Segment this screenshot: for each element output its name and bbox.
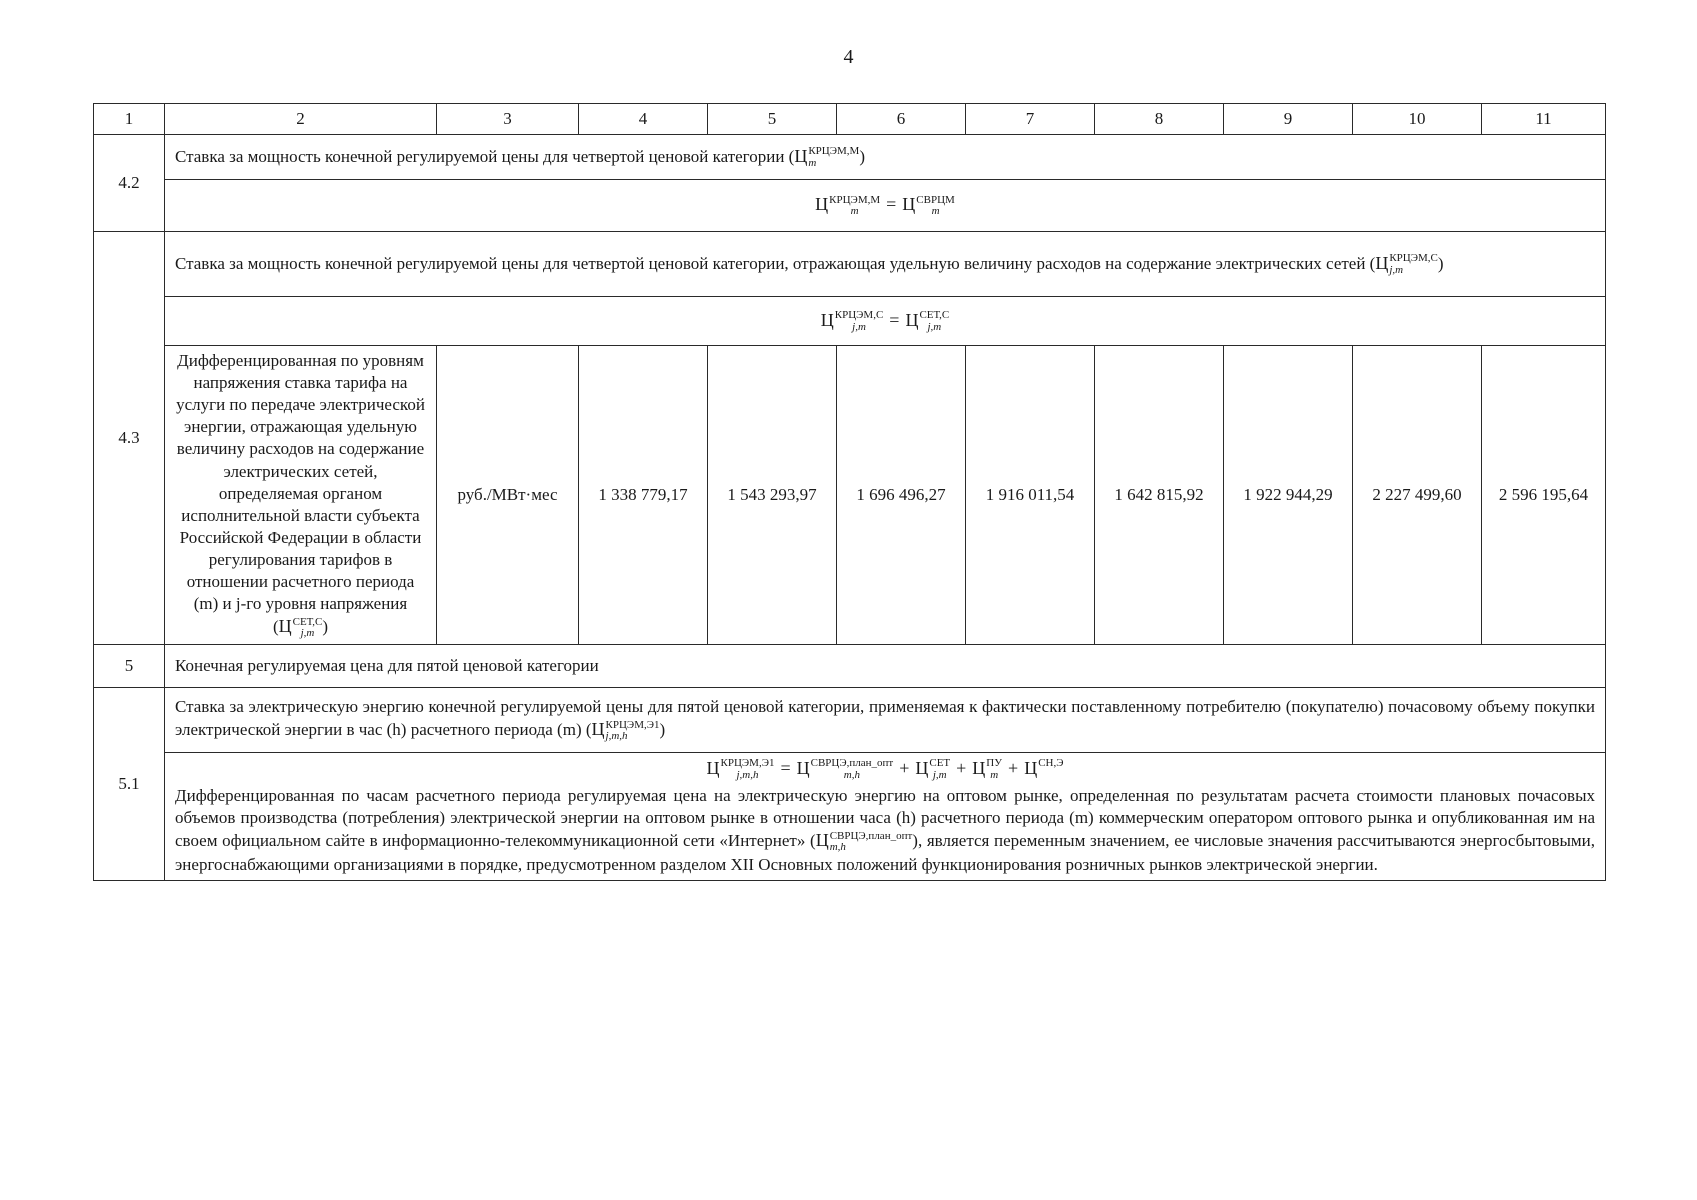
table-row xyxy=(94,644,1606,687)
row-number: 4.2 xyxy=(94,135,165,232)
formula-row xyxy=(94,180,1606,232)
row-description: Ставка за электрическую энергию конечной регулируемой цены для пятой ценовой категории, применяемая к фактически поставленному потребителю (покупателю) почасовому объему покупки электрической энергии в час (h) расчетного периода (m) (Ц КРЦЭМ,Э1 j,m,h ) xyxy=(165,687,1606,752)
value-cell: 1 642 815,92 xyxy=(1095,346,1224,645)
page-number: 4 xyxy=(843,46,854,68)
formula-row xyxy=(94,752,1606,880)
col-header-1: 1 xyxy=(94,104,165,135)
tariff-values-row xyxy=(94,346,1606,645)
formula-symbol: Ц КРЦЭМ,Э1 j,m,h xyxy=(591,718,660,743)
col-header-11: 11 xyxy=(1482,104,1606,135)
row-number: 5 xyxy=(94,644,165,687)
row-description: Ставка за мощность конечной регулируемой цены для четвертой ценовой категории (Ц КРЦЭМ,М m ) xyxy=(165,135,1606,180)
row-description: Конечная регулируемая цена для пятой ценовой категории xyxy=(165,644,1606,687)
formula: Ц КРЦЭМ,С j,m = Ц СЕТ,С j,m xyxy=(165,297,1606,346)
row-description: Ставка за мощность конечной регулируемой цены для четвертой ценовой категории, отражающая удельную величину расходов на содержание электрических сетей (Ц КРЦЭМ,С j,m ) xyxy=(165,232,1606,297)
value-cell: 1 922 944,29 xyxy=(1224,346,1353,645)
col-header-6: 6 xyxy=(837,104,966,135)
col-header-7: 7 xyxy=(966,104,1095,135)
formula: Ц КРЦЭМ,М m = Ц СВРЦМ m xyxy=(165,180,1606,232)
row-text: Ставка за электрическую энергию конечной регулируемой цены для пятой ценовой категории, применяемая к фактически поставленному потребителю (покупателю) почасовому объему покупки электрической энергии в час (h) расчетного периода (m) ( xyxy=(175,697,1595,740)
col-header-10: 10 xyxy=(1353,104,1482,135)
formula-symbol: Ц КРЦЭМ,М m xyxy=(794,145,860,169)
column-header-row xyxy=(94,104,1606,135)
price-description: Дифференцированная по часам расчетного периода регулируемая цена на электрическую энергию на оптовом рынке, определенная по результатам расчета стоимости плановых почасовых объемов производства (потребления) электрической энергии на оптовом рынке в отношении часа (h) расчетного периода (m) коммерческим оператором оптового рынка и опубликованная им на своем официальном сайте в информационно-телекоммуникационной сети «Интернет» (Ц СВРЦЭ,план_опт m,h ), является переменным значением, ее числовые значения рассчитываются энергосбытовыми, энергоснабжающими организациями в порядке, предусмотренном разделом XII Основных положений функционирования розничных рынков электрической энергии. xyxy=(175,786,1596,874)
col-header-8: 8 xyxy=(1095,104,1224,135)
unit-cell: руб./МВт·мес xyxy=(437,346,579,645)
formula-symbol: Ц КРЦЭМ,С j,m xyxy=(1375,252,1438,276)
table-row xyxy=(94,232,1606,297)
value-cell: 2 596 195,64 xyxy=(1482,346,1606,645)
col-header-2: 2 xyxy=(165,104,437,135)
row-text: Ставка за мощность конечной регулируемой цены для четвертой ценовой категории ( xyxy=(175,146,795,166)
col-header-4: 4 xyxy=(579,104,708,135)
formula-and-description xyxy=(165,752,1606,880)
col-header-3: 3 xyxy=(437,104,579,135)
value-cell: 1 696 496,27 xyxy=(837,346,966,645)
row-number: 4.3 xyxy=(94,232,165,645)
value-cell: 1 543 293,97 xyxy=(708,346,837,645)
value-cell: 1 338 779,17 xyxy=(579,346,708,645)
tariff-table xyxy=(93,103,1606,881)
tariff-description: Дифференцированная по уровням напряжения ставка тарифа на услуги по передаче электрической энергии, отражающая удельную величину расходов на содержание электрических сетей, определяемая органом исполнительной власти субъекта Российской Федерации в области регулирования тарифов в отношении расчетного периода (m) и j-го уровня напряжения (Ц СЕТ,С j,m ) xyxy=(165,346,437,645)
row-number: 5.1 xyxy=(94,687,165,880)
row-text: Ставка за мощность конечной регулируемой цены для четвертой ценовой категории, отражающая удельную величину расходов на содержание электрических сетей ( xyxy=(175,253,1376,273)
table-row xyxy=(94,687,1606,752)
value-cell: 2 227 499,60 xyxy=(1353,346,1482,645)
formula-row xyxy=(94,297,1606,346)
table-row xyxy=(94,135,1606,180)
value-cell: 1 916 011,54 xyxy=(966,346,1095,645)
col-header-5: 5 xyxy=(708,104,837,135)
col-header-9: 9 xyxy=(1224,104,1353,135)
formula: Ц КРЦЭМ,Э1 j,m,h = Ц СВРЦЭ,план_опт m,h + Ц СЕТ j,m + Ц ПУ m + Ц СН,Э xyxy=(706,756,1064,781)
